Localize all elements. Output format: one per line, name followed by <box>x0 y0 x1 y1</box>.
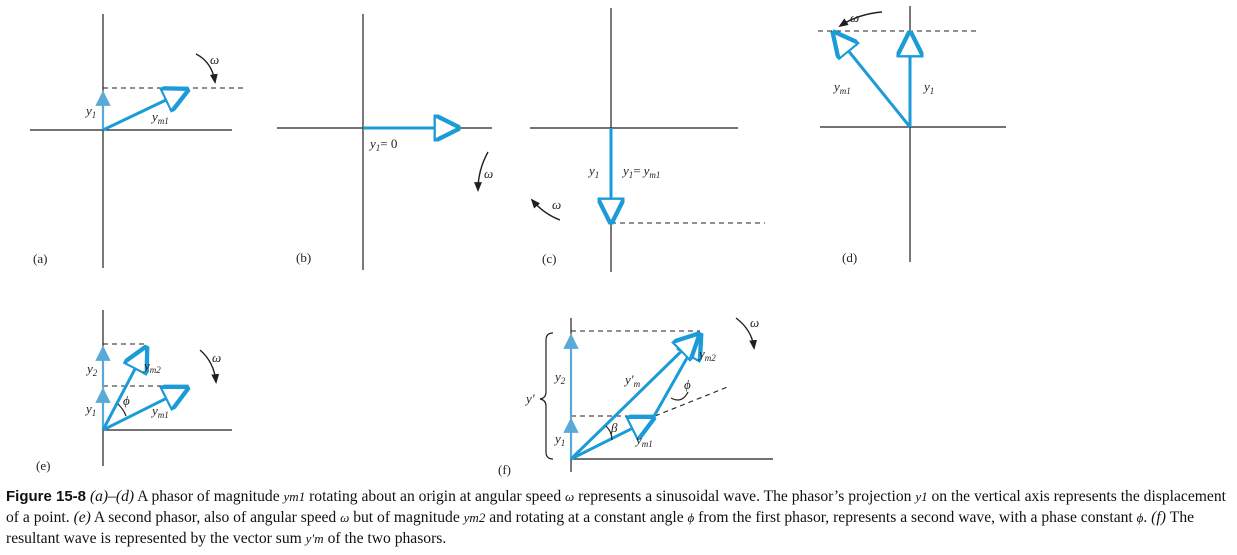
label-y2: $y_2$ <box>87 361 98 378</box>
caption-part-f: (f) <box>1151 509 1166 526</box>
label-ym1: $y_{m1}$ <box>152 403 169 420</box>
figure-number: Figure 15-8 <box>6 488 87 505</box>
caption-text: A second phasor, also of angular speed <box>90 509 341 526</box>
panel-a <box>30 14 246 268</box>
panel-b <box>277 14 493 270</box>
caption-symbol-phi: ϕ <box>1136 510 1144 525</box>
panel-label-d: (d) <box>842 250 858 265</box>
ym1-extension-dashed-line <box>655 386 730 416</box>
caption-text: A phasor of magnitude <box>134 488 284 505</box>
label-ym2: $y_{m2}$ <box>699 346 716 363</box>
label-y1: $y_1$ <box>924 79 935 96</box>
label-y1: $y_1$ <box>86 103 97 120</box>
label-ym-prime: $y'_m$ <box>625 372 641 389</box>
caption-text: of the two phasors. <box>323 530 447 547</box>
phasor-ym1 <box>834 33 910 127</box>
label-beta: β <box>611 420 618 435</box>
caption-symbol-omega: ω <box>565 489 575 504</box>
label-omega: ω <box>750 315 760 330</box>
label-y1: $y_1$ <box>555 431 566 448</box>
caption-text: from the first phasor, represents a second wave, with a phase constant <box>694 509 1137 526</box>
label-omega: ω <box>850 10 860 25</box>
panel-label-c: (c) <box>542 251 557 266</box>
panel-e <box>36 310 232 473</box>
label-y-prime: y′ <box>526 391 535 406</box>
label-ym2: $y_{m2}$ <box>144 358 161 375</box>
panel-d <box>818 6 1006 265</box>
label-y1-equals-ym1: $y_1= y_{m1}$ <box>623 163 661 180</box>
caption-symbol-omega: ω <box>340 510 350 525</box>
label-ym1: $y_{m1}$ <box>834 79 851 96</box>
rotation-arrow-icon <box>840 12 882 26</box>
label-y2: $y_2$ <box>555 369 566 386</box>
caption-symbol-phi: ϕ <box>687 510 695 525</box>
caption-symbol-ym-prime: y′m <box>305 531 324 546</box>
caption-symbol-ym1: ym1 <box>283 489 306 504</box>
label-y1: $y_1$ <box>589 163 600 180</box>
panel-label-b: (b) <box>296 250 312 265</box>
label-omega: ω <box>210 52 220 67</box>
label-omega: ω <box>212 350 222 365</box>
caption-text: on the vertical axis represents the displacement of a point. <box>6 488 1226 526</box>
caption-symbol-y1: y1 <box>915 489 928 504</box>
panel-label-f: (f) <box>498 462 511 477</box>
phase-angle-arc <box>671 392 688 400</box>
panel-label-a: (a) <box>33 251 48 266</box>
phasor-ym2 <box>653 335 700 418</box>
caption-part-e: (e) <box>73 509 91 526</box>
figure-caption <box>6 486 1234 549</box>
caption-symbol-ym2: ym2 <box>463 510 486 525</box>
caption-text: but of magnitude <box>349 509 464 526</box>
panel-label-e: (e) <box>36 458 51 473</box>
caption-text: represents a sinusoidal wave. The phasor’s projection <box>574 488 916 505</box>
caption-text: and rotating at a constant angle <box>485 509 688 526</box>
caption-text: rotating about an origin at angular speed <box>305 488 566 505</box>
label-omega: ω <box>552 197 562 212</box>
y-prime-bracket <box>540 333 553 459</box>
caption-text: . <box>1143 509 1152 526</box>
label-phi: ϕ <box>684 377 691 392</box>
label-ym1: $y_{m1}$ <box>636 432 653 449</box>
phasor-ym1 <box>103 90 187 130</box>
panel-c <box>530 8 765 272</box>
resultant-phasor-ym-prime <box>571 335 698 459</box>
caption-text: The resultant wave is represented by the vector sum <box>6 509 1195 547</box>
label-ym1: $y_{m1}$ <box>152 109 169 126</box>
label-y1-zero: $y_1= 0$ <box>370 136 398 153</box>
label-phi: ϕ <box>123 393 130 408</box>
label-y1: $y_1$ <box>86 401 97 418</box>
label-omega: ω <box>484 166 494 181</box>
panel-f <box>498 315 773 477</box>
caption-part-ad: (a)–(d) <box>89 488 135 505</box>
